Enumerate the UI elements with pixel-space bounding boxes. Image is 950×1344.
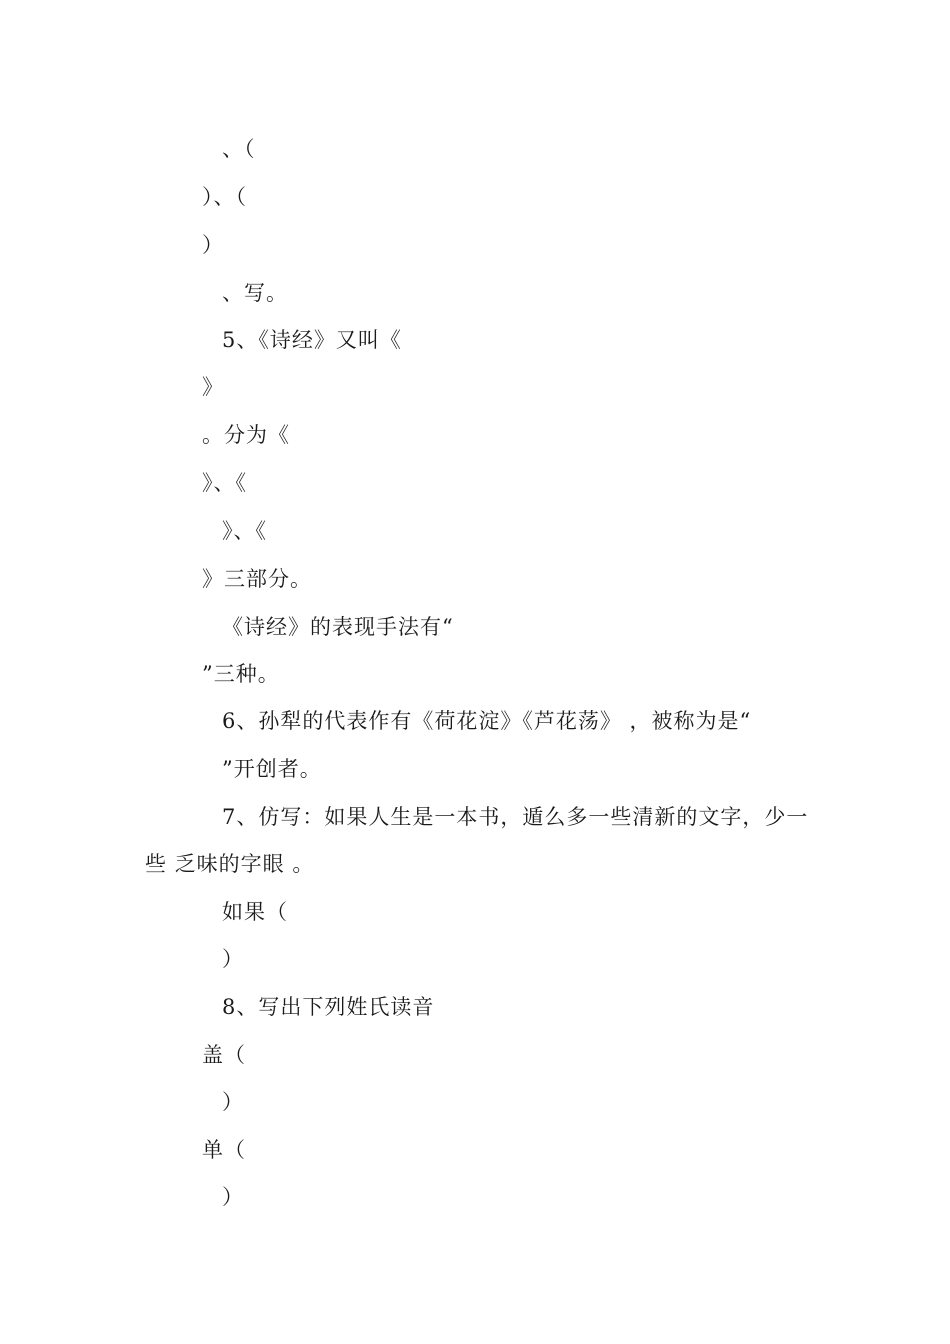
question-8-line: 8、写出下列姓氏读音: [222, 995, 435, 1019]
text-line-2: ）、（: [202, 185, 247, 209]
question-6-line: 6、孙犁的代表作有《荷花淀》《芦花荡》 ，被称为是“: [222, 709, 752, 733]
text-line-6: 》: [202, 375, 224, 399]
text-line-12: ”三种。: [202, 662, 280, 686]
text-line-17: 如果（: [222, 900, 288, 924]
text-line-8: 》、《: [202, 471, 247, 495]
text-line-20: 盖（: [202, 1043, 246, 1067]
text-line-1: 、（: [222, 137, 256, 161]
text-line-14: ”开创者。: [222, 757, 322, 781]
text-line-16: 些 乏味的字眼 。: [145, 852, 315, 876]
question-5-line: 5、《诗经》又叫《: [222, 328, 402, 352]
text-line-7: 。分为《: [202, 423, 290, 447]
text-line-4: 、写。: [222, 281, 288, 305]
text-line-22: 单（: [202, 1138, 246, 1162]
text-line-18: ）: [222, 947, 244, 971]
text-line-3: ）: [202, 233, 224, 257]
text-line-10: 》三部分。: [202, 567, 312, 591]
question-7-line: 7、仿写：如果人生是一本书，遁么多一些清新的文字，少一: [222, 805, 809, 829]
text-line-9: 》、《: [222, 519, 267, 543]
text-line-21: ）: [222, 1090, 244, 1114]
text-line-23: ）: [222, 1185, 244, 1209]
text-line-11: 《诗经》的表现手法有“: [222, 615, 454, 639]
